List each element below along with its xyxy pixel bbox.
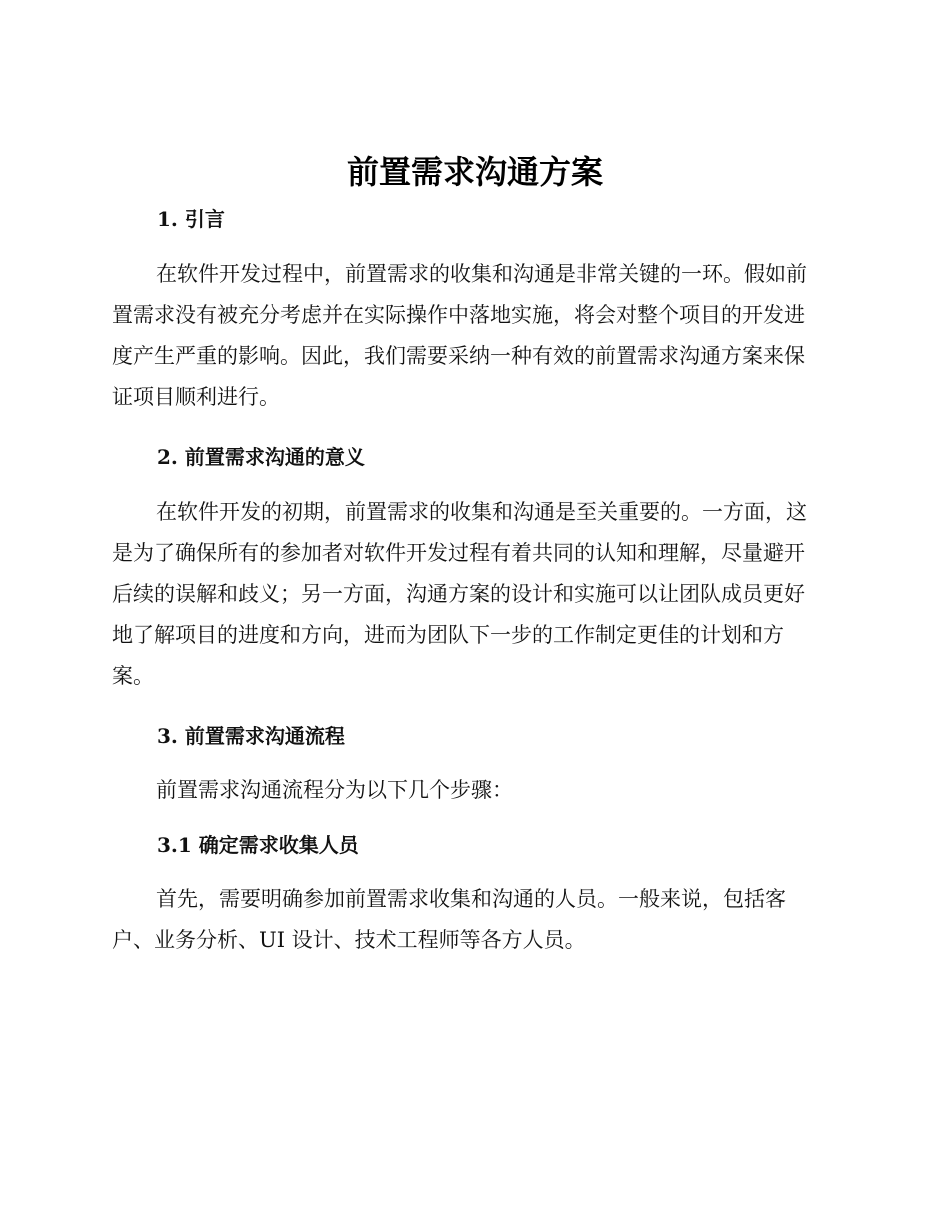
section-heading-collectors: 3.1 确定需求收集人员: [157, 833, 359, 857]
paragraph-line: 后续的误解和歧义；另一方面，沟通方案的设计和实施可以让团队成员更好: [112, 582, 805, 606]
section-paragraph-significance: [112, 492, 832, 697]
document-title: 前置需求沟通方案: [346, 153, 603, 191]
paragraph-line: 案。: [112, 664, 154, 688]
section-paragraph-process: [112, 770, 832, 811]
paragraph-line: 前置需求沟通流程分为以下几个步骤：: [156, 778, 513, 802]
paragraph-line: 户、业务分析、UI 设计、技术工程师等各方人员。: [112, 928, 586, 952]
paragraph-line: 地了解项目的进度和方向，进而为团队下一步的工作制定更佳的计划和方: [112, 623, 784, 647]
paragraph-line: 度产生严重的影响。因此，我们需要采纳一种有效的前置需求沟通方案来保: [112, 344, 805, 368]
paragraph-line: 在软件开发的初期，前置需求的收集和沟通是至关重要的。一方面，这: [156, 500, 807, 524]
section-heading-significance: 2. 前置需求沟通的意义: [157, 445, 365, 469]
section-paragraph-introduction: [112, 254, 832, 418]
paragraph-line: 证项目顺利进行。: [112, 385, 280, 409]
paragraph-line: 是为了确保所有的参加者对软件开发过程有着共同的认知和理解，尽量避开: [112, 541, 805, 565]
paragraph-line: 置需求没有被充分考虑并在实际操作中落地实施，将会对整个项目的开发进: [112, 303, 805, 327]
paragraph-line: 在软件开发过程中，前置需求的收集和沟通是非常关键的一环。假如前: [156, 262, 807, 286]
section-heading-process: 3. 前置需求沟通流程: [157, 724, 345, 748]
paragraph-line: 首先，需要明确参加前置需求收集和沟通的人员。一般来说，包括客: [156, 887, 786, 911]
section-paragraph-collectors: [112, 879, 832, 961]
section-heading-introduction: 1. 引言: [157, 207, 225, 231]
